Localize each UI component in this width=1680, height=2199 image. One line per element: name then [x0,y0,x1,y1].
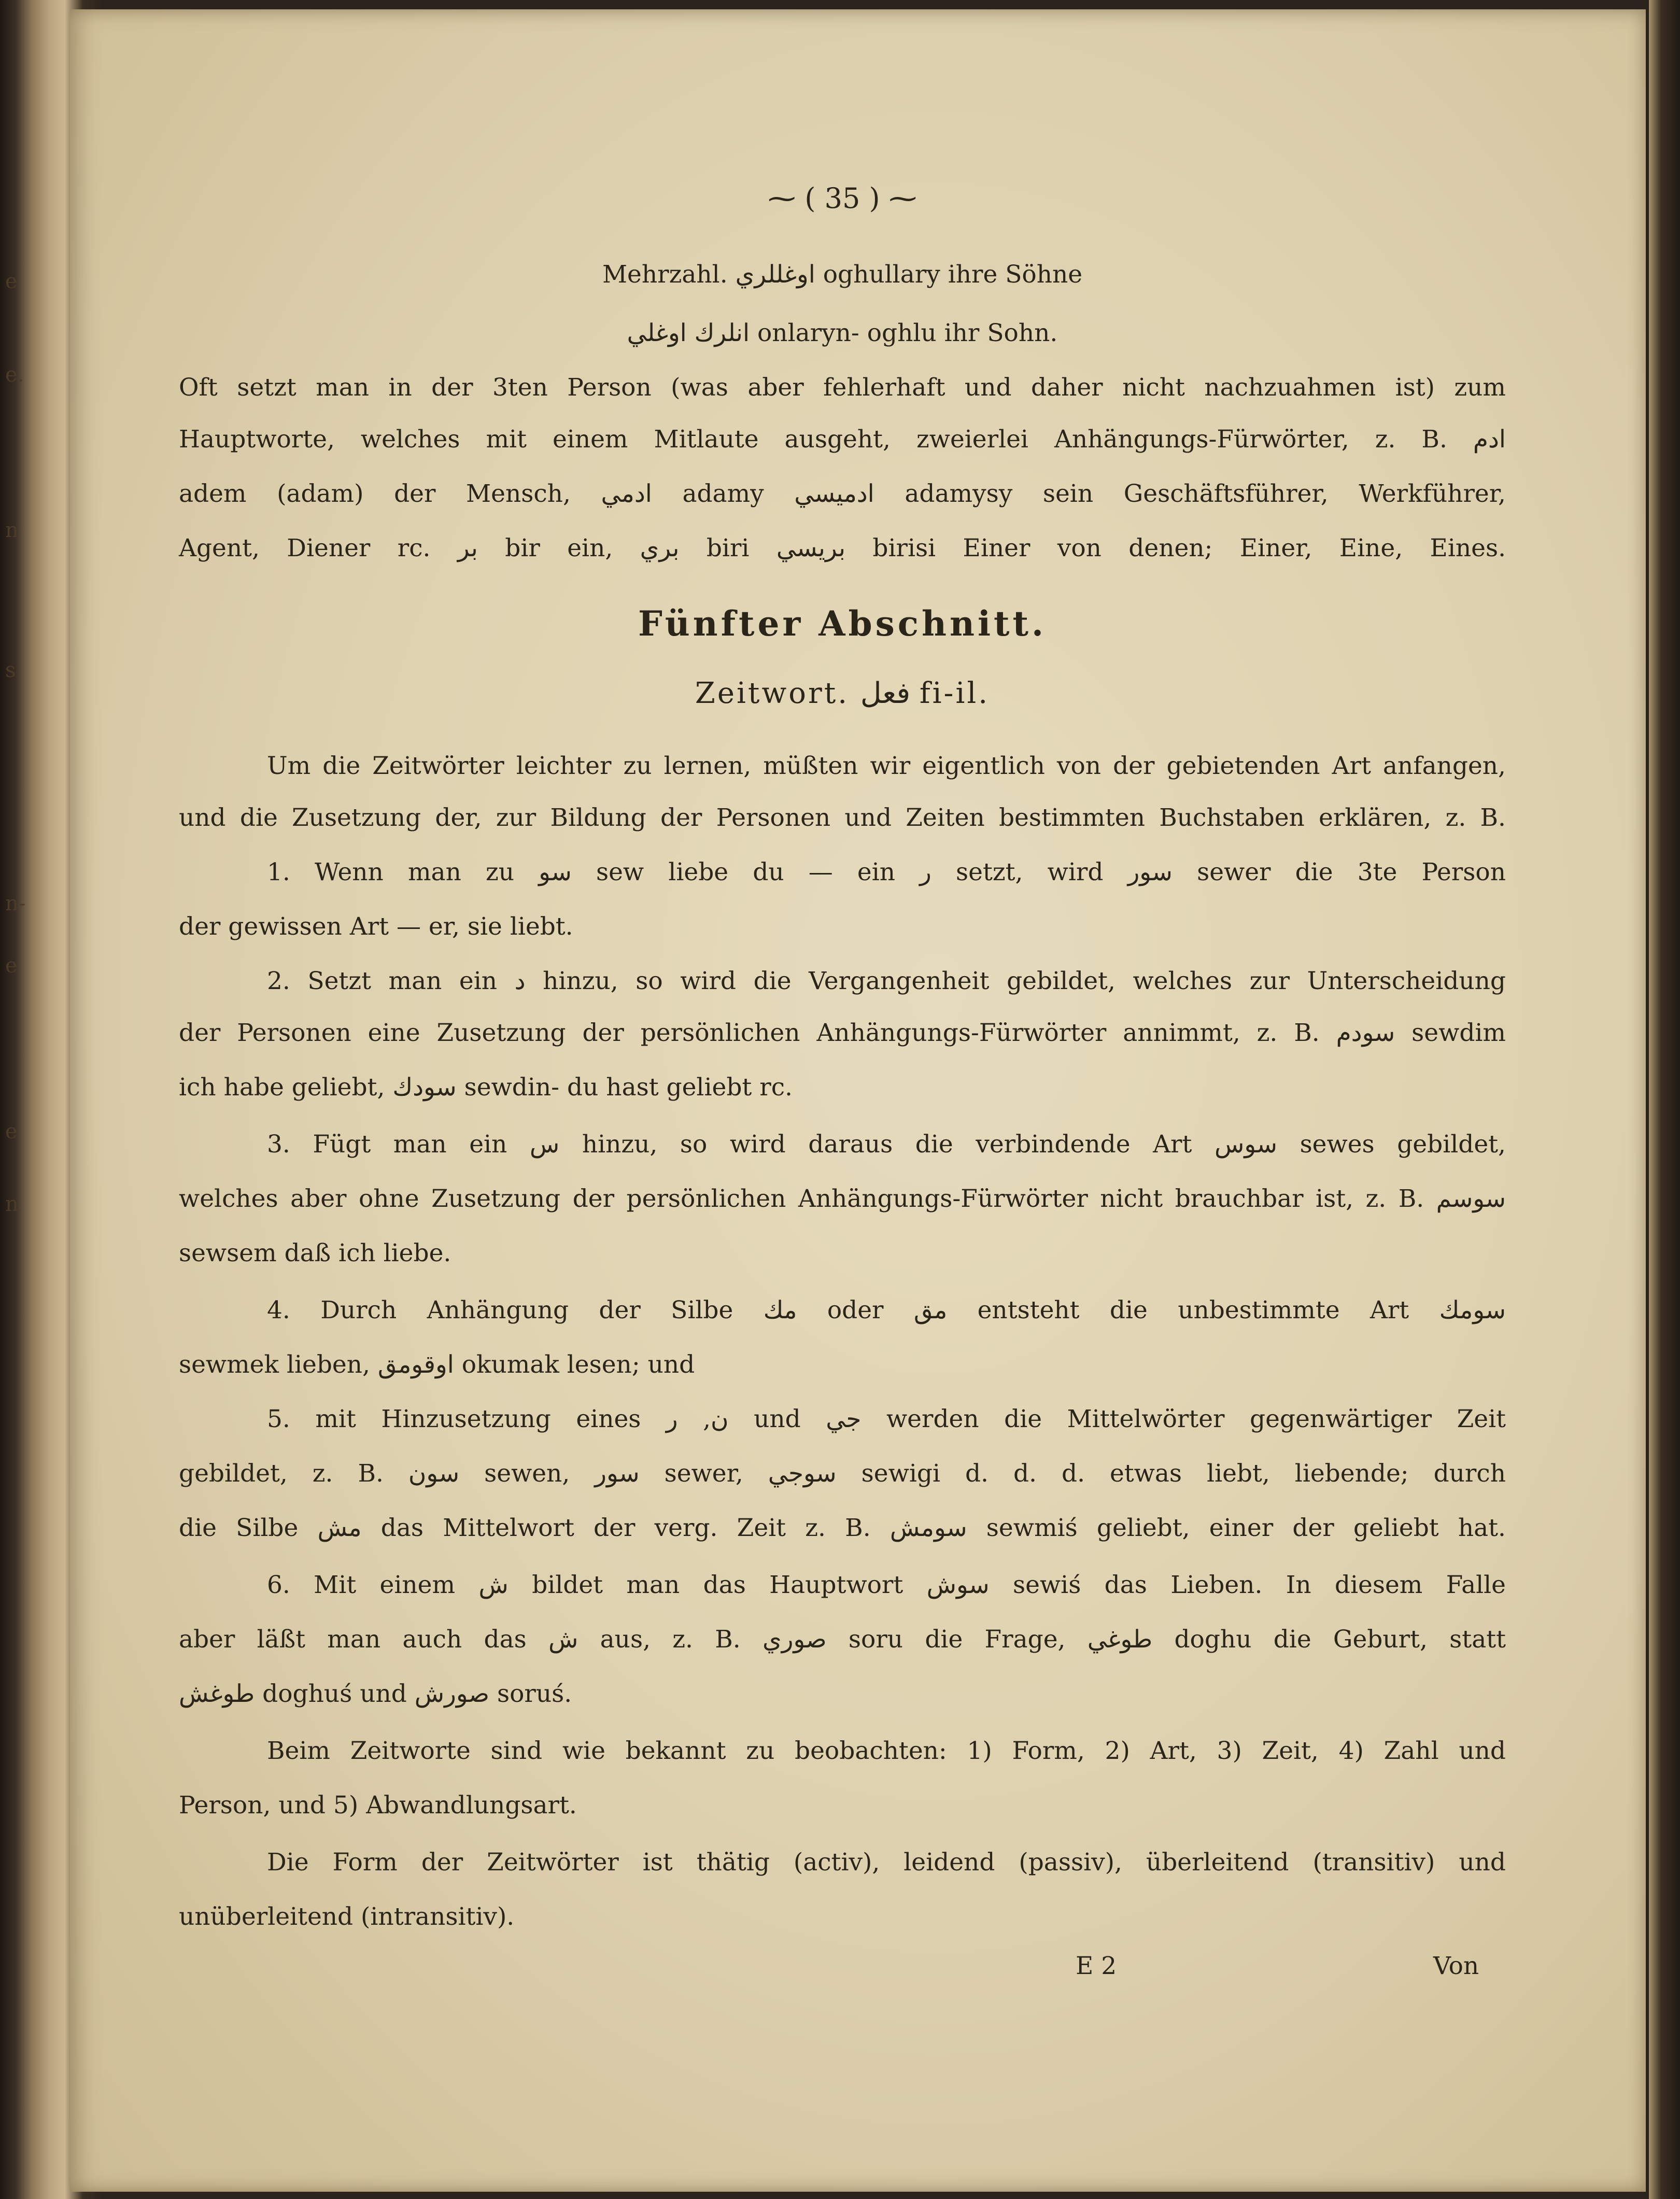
text-line: der Personen eine Zusetzung der persönlichen Anhängungs-Fürwörter annimmt, z. B. سودم sewdim [179,1019,1506,1047]
text-line: sewmek lieben, اوقومق okumak lesen; und [179,1350,695,1379]
text-line: aber läßt man auch das ش aus, z. B. صوري soru die Frage, طوغي doghu die Geburt, statt [179,1625,1506,1654]
page-edge-shadow [1649,0,1680,2199]
text-line: und die Zusetzung der, zur Bildung der Personen und Zeiten bestimmten Buchstaben erklären, z. B. [179,804,1506,832]
text-line: Mehrzahl. اوغللري oghullary ihre Söhne [602,260,1083,289]
margin-mark: s [5,658,16,682]
text-line: 5. mit Hinzusetzung eines ن, ر und جي werden die Mittelwörter gegenwärtiger Zeit [267,1405,1506,1433]
text-line: انلرك اوغلي onlaryn- oghlu ihr Sohn. [627,319,1058,347]
text-line: sewsem daß ich liebe. [179,1239,451,1267]
text-line: Um die Zeitwörter leichter zu lernen, müßten wir eigentlich von der gebietenden Art anfangen, [267,752,1506,780]
facing-page-margin [0,0,70,2199]
margin-mark: n [5,518,19,542]
text-line: 2. Setzt man ein د hinzu, so wird die Vergangenheit gebildet, welches zur Unterscheidung [267,967,1506,995]
text-line: Person, und 5) Abwandlungsart. [179,1791,577,1820]
text-line: Hauptworte, welches mit einem Mitlaute ausgeht, zweierlei Anhängungs-Fürwörter, z. B. ادم [179,425,1506,454]
text-line: adem (adam) der Mensch, ادمي adamy ادميسي adamysy sein Geschäftsführer, Werkführer, [179,480,1506,508]
text-line: طوغش doghuś und صورش soruś. [179,1680,572,1708]
text-line: gebildet, z. B. سون sewen, سور sewer, سوجي sewigi d. d. d. etwas liebt, liebende; durch [179,1459,1506,1488]
text-line: Oft setzt man in der 3ten Person (was aber fehlerhaft und daher nicht nachzuahmen ist) zum [179,373,1506,402]
book-page [70,9,1646,2192]
text-line: welches aber ohne Zusetzung der persönlichen Anhängungs-Fürwörter nicht brauchbar ist, z. B. سوسم [179,1185,1506,1213]
text-line: 4. Durch Anhängung der Silbe مك oder مق entsteht die unbestimmte Art سومك [267,1296,1506,1324]
section-heading: Fünfter Abschnitt. [638,603,1047,644]
margin-mark: e. [5,363,24,387]
text-line: 3. Fügt man ein س hinzu, so wird daraus die verbindende Art سوس sewes gebildet, [267,1130,1506,1159]
text-line: ich habe geliebt, سودك sewdin- du hast geliebt rc. [179,1073,793,1102]
text-line: der gewissen Art — er, sie liebt. [179,912,573,941]
page-number: ⁓ ( 35 ) ⁓ [768,182,917,215]
margin-mark: n [5,1192,19,1216]
text-line: unüberleitend (intransitiv). [179,1902,515,1931]
margin-mark: e [5,270,18,293]
margin-mark: n- [5,892,26,915]
text-line: Agent, Diener rc. بر bir ein, بري biri بريسي birisi Einer von denen; Einer, Eine, Eines. [179,534,1506,562]
text-line: 6. Mit einem ش bildet man das Hauptwort سوش sewiś das Lieben. In diesem Falle [267,1571,1506,1599]
margin-mark: e [5,954,18,978]
signature-mark: E 2 [1076,1952,1117,1980]
text-line: Die Form der Zeitwörter ist thätig (activ), leidend (passiv), überleitend (transitiv) und [267,1848,1506,1877]
text-line: die Silbe مش das Mittelwort der verg. Zeit z. B. سومش sewmiś geliebt, einer der geliebt hat. [179,1514,1506,1542]
section-subheading: Zeitwort. فعل fi-il. [695,676,990,710]
catchword: Von [1433,1952,1479,1980]
text-line: Beim Zeitworte sind wie bekannt zu beobachten: 1) Form, 2) Art, 3) Zeit, 4) Zahl und [267,1737,1506,1765]
margin-mark: e [5,1120,18,1144]
text-line: 1. Wenn man zu سو sew liebe du — ein ر setzt, wird سور sewer die 3te Person [267,858,1506,886]
